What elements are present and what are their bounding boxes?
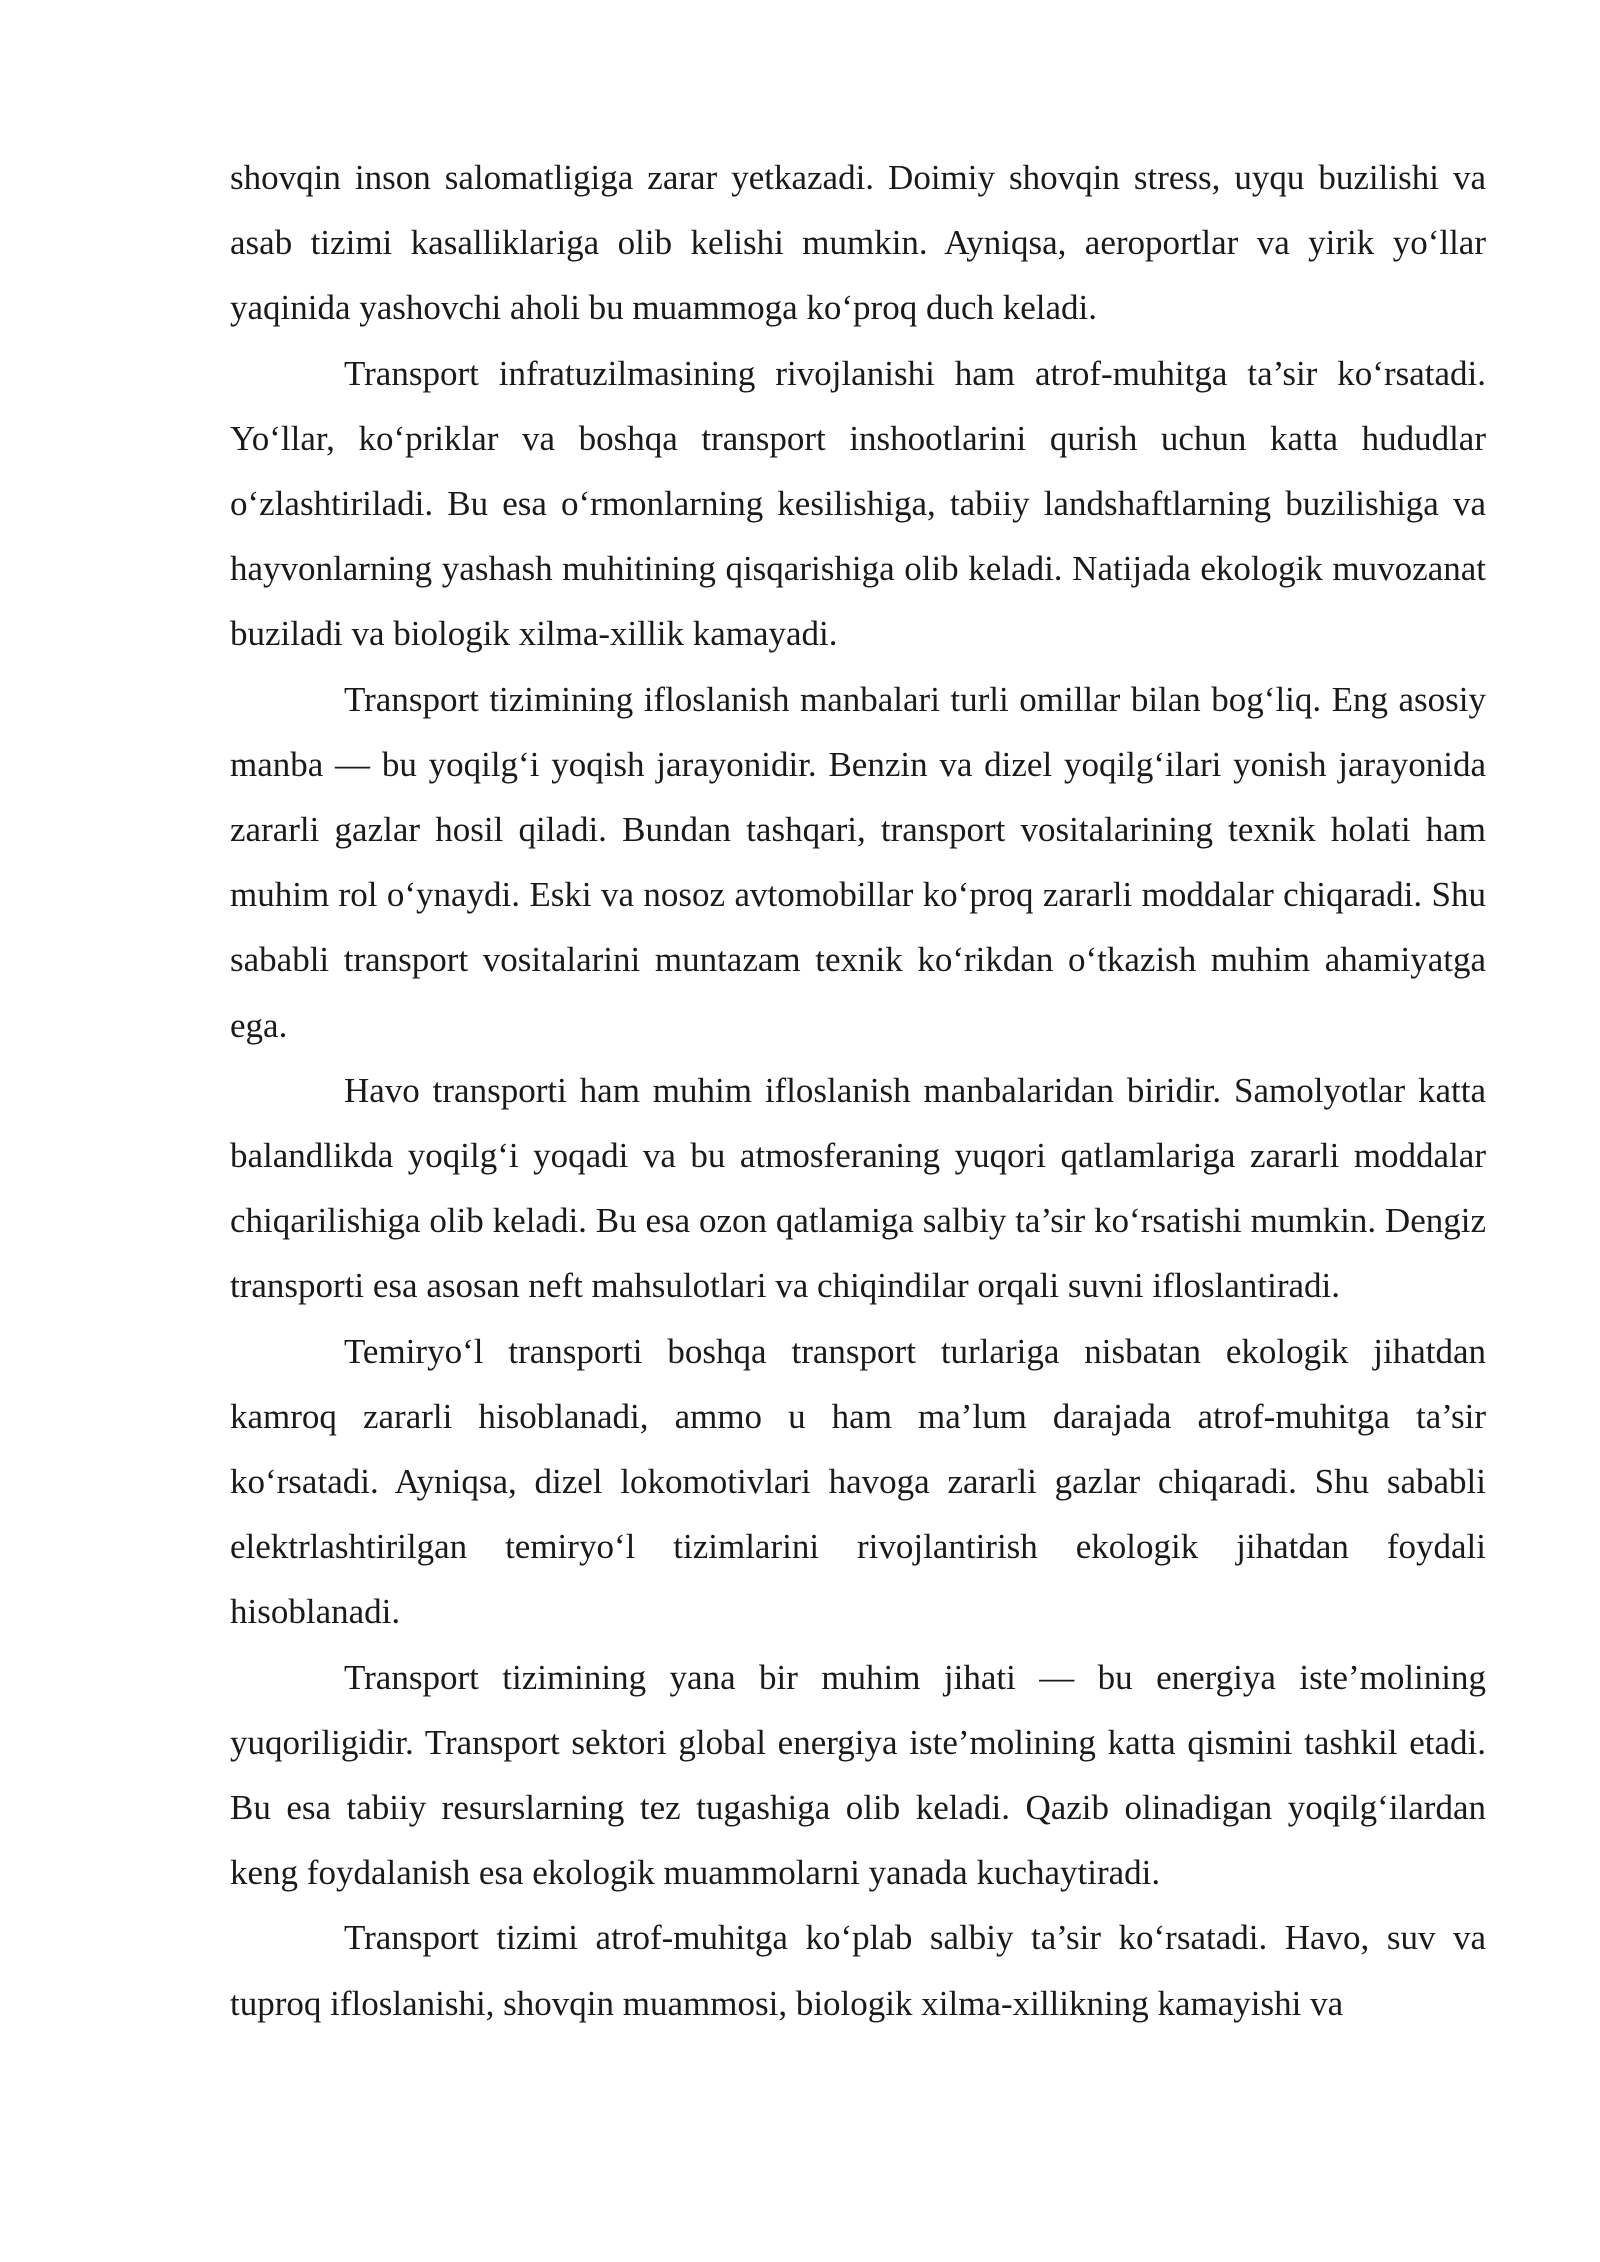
paragraph-7: Transport tizimi atrof-muhitga ko‘plab salbiy ta’sir ko‘rsatadi. Havo, suv va tuproq ifloslanishi, shovqin muammosi, biologik xilma-xillikning kamayishi va (230, 1918, 1486, 2023)
paragraph-3: Transport tizimining ifloslanish manbalari turli omillar bilan bog‘liq. Eng asosiy manba — bu yoqilg‘i yoqish jarayonidir. Benzin va dizel yoqilg‘ilari yonish jarayonida zararli gazlar hosil qiladi. Bundan tashqari, transport vositalarining texnik holati ham muhim rol o‘ynaydi. Eski va nosoz avtomobillar ko‘proq zararli moddalar chiqaradi. Shu sababli transport vositalarini muntazam texnik ko‘rikdan o‘tkazish muhim ahamiyatga ega. (230, 679, 1486, 1045)
paragraph-4: Havo transporti ham muhim ifloslanish manbalaridan biridir. Samolyotlar katta balandlikda yoqilg‘i yoqadi va bu atmosferaning yuqori qatlamlariga zararli moddalar chiqarilishiga olib keladi. Bu esa ozon qatlamiga salbiy ta’sir ko‘rsatishi mumkin. Dengiz transporti esa asosan neft mahsulotlari va chiqindilar orqali suvni ifloslantiradi. (230, 1070, 1486, 1306)
paragraph-1: shovqin inson salomatligiga zarar yetkazadi. Doimiy shovqin stress, uyqu buzilishi va asab tizimi kasalliklariga olib kelishi mumkin. Ayniqsa, aeroportlar va yirik yo‘llar yaqinida yashovchi aholi bu muammoga ko‘proq duch keladi. (230, 158, 1486, 328)
document-body (230, 145, 1486, 2036)
paragraph-5: Temiryo‘l transporti boshqa transport turlariga nisbatan ekologik jihatdan kamroq zararli hisoblanadi, ammo u ham ma’lum darajada atrof-muhitga ta’sir ko‘rsatadi. Ayniqsa, dizel lokomotivlari havoga zararli gazlar chiqaradi. Shu sababli elektrlashtirilgan temiryo‘l tizimlarini rivojlantirish ekologik jihatdan foydali hisoblanadi. (230, 1331, 1486, 1632)
paragraph-6: Transport tizimining yana bir muhim jihati — bu energiya iste’molining yuqoriligidir. Transport sektori global energiya iste’molining katta qismini tashkil etadi. Bu esa tabiiy resurslarning tez tugashiga olib keladi. Qazib olinadigan yoqilg‘ilardan keng foydalanish esa ekologik muammolarni yanada kuchaytiradi. (230, 1657, 1486, 1893)
paragraph-2: Transport infratuzilmasining rivojlanishi ham atrof-muhitga ta’sir ko‘rsatadi. Yo‘llar, ko‘priklar va boshqa transport inshootlarini qurish uchun katta hududlar o‘zlashtiriladi. Bu esa o‘rmonlarning kesilishiga, tabiiy landshaftlarning buzilishiga va hayvonlarning yashash muhitining qisqarishiga olib keladi. Natijada ekologik muvozanat buziladi va biologik xilma-xillik kamayadi. (230, 353, 1486, 654)
